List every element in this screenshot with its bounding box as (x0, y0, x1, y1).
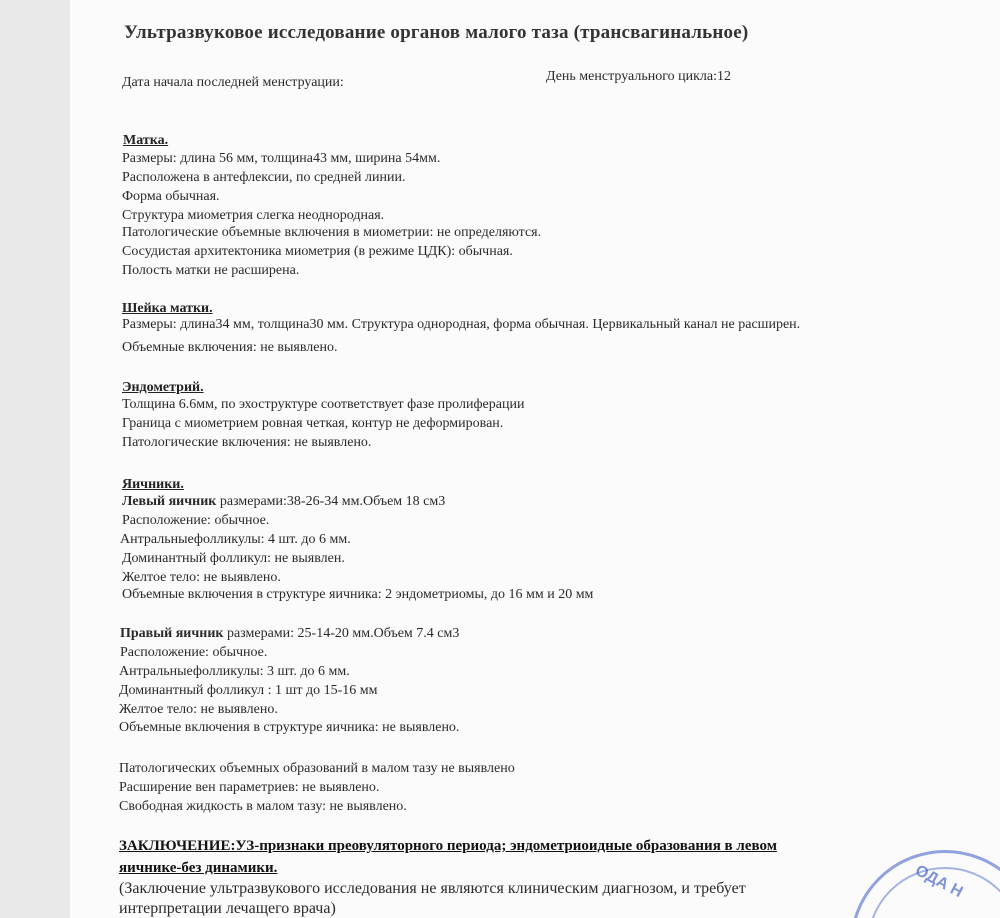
conclusion-note-2: интерпретации лечащего врача) (119, 900, 336, 917)
right-ovary-line: Доминантный фолликул : 1 шт до 15-16 мм (119, 683, 378, 698)
right-ovary-line: Объемные включения в структуре яичника: не выявлено. (119, 720, 460, 735)
right-ovary-line: Расположение: обычное. (120, 645, 268, 660)
pelvis-line: Свободная жидкость в малом тазу: не выявлено. (119, 799, 407, 814)
conclusion-line-2: яичнике-без динамики. (119, 860, 278, 876)
conclusion-note-1: (Заключение ультразвукового исследования не являются клиническим диагнозом, и требует (119, 880, 746, 897)
ovaries-heading: Яичники. (122, 477, 184, 492)
left-ovary-line: Желтое тело: не выявлено. (122, 570, 281, 585)
endometrium-line: Патологические включения: не выявлено. (122, 435, 372, 450)
cervix-line: Объемные включения: не выявлено. (122, 340, 338, 355)
stamp-text: ОДА Н (912, 862, 966, 902)
cervix-heading: Шейка матки. (122, 301, 213, 316)
cycle-day: День менструального цикла:12 (546, 69, 731, 84)
cervix-line: Размеры: длина34 мм, толщина30 мм. Структура однородная, форма обычная. Цервикальный канал не расширен. (122, 317, 801, 332)
uterus-line: Полость матки не расширена. (122, 263, 300, 278)
uterus-line: Патологические объемные включения в миометрии: не определяются. (122, 225, 542, 240)
lmp-label: Дата начала последней менструации: (122, 75, 344, 90)
uterus-line: Форма обычная. (122, 189, 220, 204)
right-ovary-size: размерами: 25-14-20 мм.Объем 7.4 см3 (223, 626, 460, 641)
left-ovary-size: размерами:38-26-34 мм.Объем 18 см3 (216, 494, 446, 509)
right-ovary-line: Антральныефолликулы: 3 шт. до 6 мм. (119, 664, 350, 679)
pelvis-line: Патологических объемных образований в малом тазу не выявлено (119, 761, 515, 776)
uterus-line: Сосудистая архитектоника миометрия (в режиме ЦДК): обычная. (122, 244, 513, 259)
document-page (70, 0, 1000, 918)
conclusion-line-1: ЗАКЛЮЧЕНИЕ:УЗ-признаки преовуляторного периода; эндометриоидные образования в левом (119, 838, 777, 854)
left-ovary-line: Антральныефолликулы: 4 шт. до 6 мм. (120, 532, 351, 547)
uterus-line: Расположена в антефлексии, по средней линии. (122, 170, 406, 185)
left-ovary-line: Расположение: обычное. (122, 513, 270, 528)
pelvis-line: Расширение вен параметриев: не выявлено. (119, 780, 380, 795)
left-ovary-line: Доминантный фолликул: не выявлен. (122, 551, 345, 566)
document-title: Ультразвуковое исследование органов малого таза (трансвагинальное) (124, 22, 749, 43)
endometrium-line: Граница с миометрием ровная четкая, контур не деформирован. (122, 416, 504, 431)
doctor-stamp (850, 850, 1000, 918)
right-ovary-line: Желтое тело: не выявлено. (119, 702, 278, 717)
endometrium-line: Толщина 6.6мм, по эхоструктуре соответствует фазе пролиферации (122, 397, 525, 412)
left-ovary-size-line (122, 493, 445, 511)
right-ovary-label: Правый яичник (120, 626, 224, 641)
uterus-heading: Матка. (123, 133, 169, 148)
uterus-line: Структура миометрия слегка неоднородная. (122, 208, 385, 223)
uterus-line: Размеры: длина 56 мм, толщина43 мм, ширина 54мм. (122, 151, 441, 166)
endometrium-heading: Эндометрий. (122, 380, 204, 395)
left-ovary-line: Объемные включения в структуре яичника: 2 эндометриомы, до 16 мм и 20 мм (122, 587, 594, 602)
right-ovary-size-line (120, 625, 459, 643)
left-ovary-label: Левый яичник (122, 494, 217, 509)
